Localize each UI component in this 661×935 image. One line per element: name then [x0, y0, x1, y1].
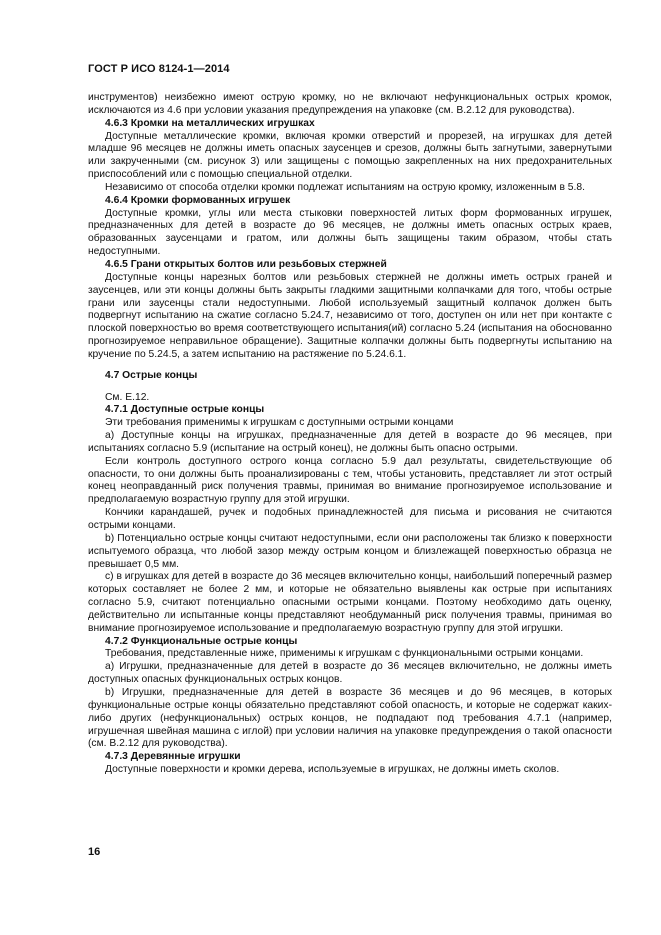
paragraph-functional-b: b) Игрушки, предназначенные для детей в возрасте 36 месяцев и до 96 месяцев, в которых функциональные острые концы обязательно представляют собой опасность, и которые не содержат каких-либо других (нефункциональных) острых концов, не подпадают под требования 4.7.1 (например, игрушечная швейная машина с иглой) при условии наличия на упаковке предупреждения о такой опасности (см. В.2.12 для руководства).: [88, 686, 612, 750]
paragraph-functional-intro: Требования, представленные ниже, применимы к игрушкам с функциональными острыми концами.: [105, 648, 584, 660]
heading-4-6-3: 4.6.3 Кромки на металлических игрушках: [105, 117, 315, 129]
document-header: ГОСТ Р ИСО 8124-1—2014: [88, 63, 230, 75]
paragraph-molded-edges: Доступные кромки, углы или места стыковки поверхностей литых форм формованных игрушек, предназначенных для детей в возрасте до 96 месяцев, не должны иметь опасных острых краев, образованных заусенцами и гратом, или должны быть защищены таким образом, чтобы стать недоступными.: [88, 207, 612, 258]
paragraph-wooden-toys: Доступные поверхности и кромки дерева, используемые в игрушках, не должны иметь сколов.: [105, 764, 560, 776]
heading-4-7-3: 4.7.3 Деревянные игрушки: [105, 751, 241, 763]
document-body: [88, 92, 612, 777]
paragraph-item-b: b) Потенциально острые концы считают недоступными, если они расположены так близко к поверхности испытуемого образца, что любой зазор между острым концом и близлежащей поверхностью образца не превышает 0,5 мм.: [88, 532, 612, 570]
paragraph-pencil-tips: Кончики карандашей, ручек и подобных принадлежностей для письма и рисования не считаются острыми концами.: [88, 507, 612, 531]
heading-4-6-5: 4.6.5 Грани открытых болтов или резьбовых стержней: [105, 258, 387, 270]
paragraph-see-e12: См. Е.12.: [105, 391, 150, 403]
heading-4-6-4: 4.6.4 Кромки формованных игрушек: [105, 194, 291, 206]
paragraph-continuation: инструментов) неизбежно имеют острую кромку, но не включают нефункциональных острых кромок, исключаются из 4.6 при условии указания предупреждения на упаковке (см. В.2.12 для руководства).: [88, 92, 612, 116]
paragraph-item-c: c) в игрушках для детей в возрасте до 36 месяцев включительно концы, наибольший поперечный размер которых составляет не более 2 мм, и которые не обязательно выявлены как острые при испытаниях согласно 5.9, считают потенциально опасными острыми концами. Поэтому необходимо дать оценку, действительно ли испытанные концы представляют необдуманный риск получения травмы, принимая во внимание прогнозируемое использование и предполагаемую возрастную группу для этой игрушки.: [88, 571, 612, 634]
paragraph-bolt-ends: Доступные концы нарезных болтов или резьбовых стержней не должны иметь острых граней и заусенцев, или эти концы должны быть закрыты гладкими защитными колпачками для того, чтобы острые грани или заусенцы стали недоступными. Любой используемый защитный колпачок должен быть подвергнут испытанию на сжатие согласно 5.24.7, независимо от того, доступен он или нет при контакте с плоской поверхностью во время соответствующего испытания(ий) согласно 5.24 (испытания на обоснованно прогнозируемое неправильное обращение). Защитные колпачки должны быть подвергнуты испытанию на кручение по 5.24.5, а затем испытанию на растяжение по 5.24.6.1.: [88, 271, 612, 360]
paragraph-sharp-point-analysis: Если контроль доступного острого конца согласно 5.9 дал результаты, свидетельствующие об опасности, то они должны быть проанализированы с тем, чтобы установить, представляет ли этот острый конец неоправданный риск получения травмы, принимая во внимание прогнозируемое использование и предполагаемую возрастную группу для этой игрушки.: [88, 455, 612, 506]
paragraph-edge-testing: Независимо от способа отделки кромки подлежат испытаниям на острую кромку, изложенным в 5.8.: [105, 181, 585, 193]
paragraph-metal-edges: Доступные металлические кромки, включая кромки отверстий и прорезей, на игрушках для детей младше 96 месяцев не должны иметь опасных заусенцев и срезов, должны быть загнутыми, завернутыми или закрученными (см. рисунок 3) или защищены с помощью закрепленных на них предохранительных приспособлений или с помощью специальной отделки.: [88, 130, 612, 181]
heading-4-7-2: 4.7.2 Функциональные острые концы: [105, 635, 298, 647]
paragraph-item-a: a) Доступные концы на игрушках, предназначенные для детей в возрасте до 96 месяцев, при испытаниях согласно 5.9 (испытание на острый конец), не должны быть опасно острыми.: [88, 430, 612, 454]
heading-4-7: 4.7 Острые концы: [105, 369, 198, 381]
paragraph-functional-a: a) Игрушки, предназначенные для детей в возрасте до 36 месяцев включительно, не должны иметь доступных опасных функциональных острых концов.: [88, 661, 612, 686]
paragraph-applicability: Эти требования применимы к игрушкам с доступными острыми концами: [105, 417, 454, 429]
heading-4-7-1: 4.7.1 Доступные острые концы: [105, 404, 265, 416]
page-number: 16: [88, 846, 101, 858]
